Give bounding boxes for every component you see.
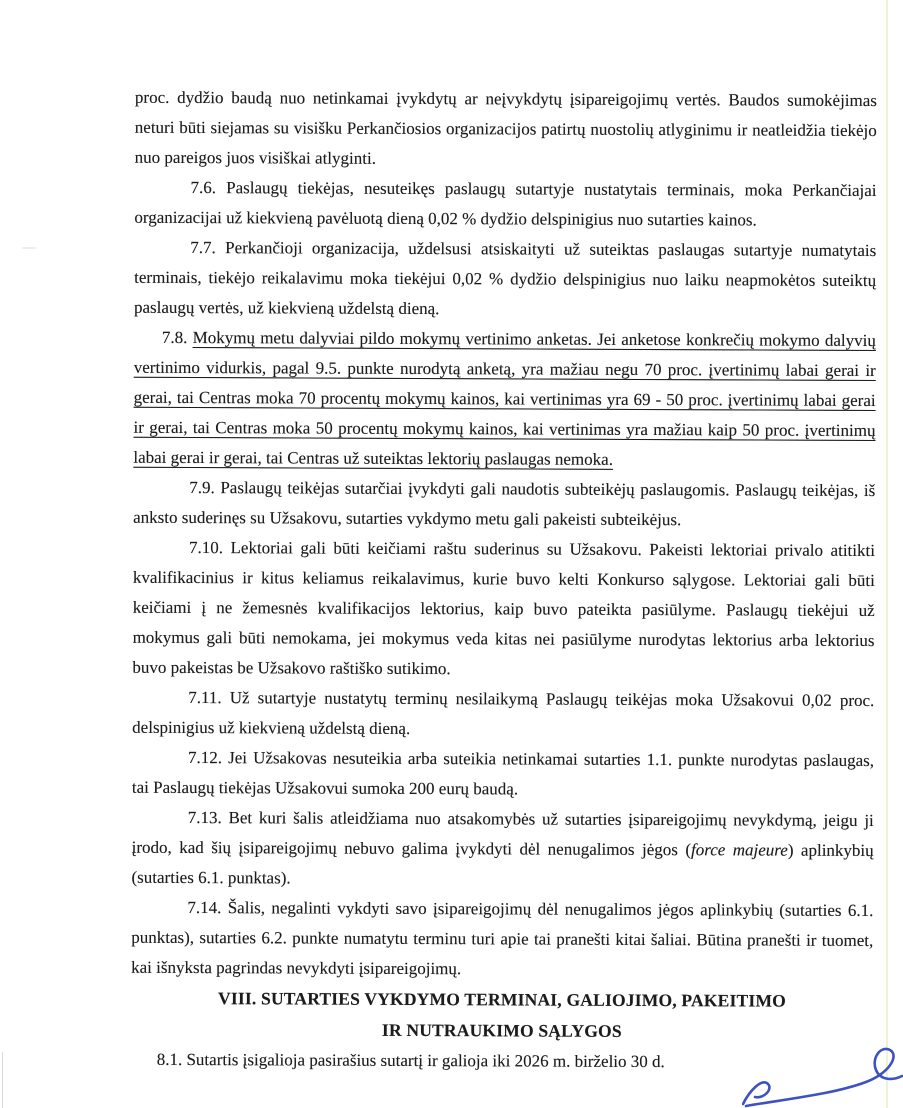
section-heading-line2: IR NUTRAUKIMO SĄLYGOS (381, 1019, 622, 1041)
paragraph-text: 7.13. Bet kuri šalis atleidžiama nuo atsakomybės už sutarties įsipareigojimų nevykdymą, jeigu ji įrodo, kad šių įsipareigojimų nebuvo galima įvykdyti dėl nenugalimos jėgos ( (131, 807, 874, 860)
paragraph (135, 83, 877, 176)
paragraph (132, 683, 874, 746)
paragraph-text: 7.9. Paslaugų teikėjas sutarčiai įvykdyti gali naudotis subteikėjų paslaugomis. Paslaugų teikėjas, iš anksto suderinęs su Užsakovu, sutarties vykdymo metu gali pakeisti subteikėjus. (133, 478, 876, 530)
paragraph (134, 173, 876, 236)
scan-artifact-left-line (2, 1052, 3, 1108)
paragraph-text: Mokymų metu dalyviai pildo mokymų vertinimo anketas. Jei anketose konkrečių mokymo dalyvių vertinimo vidurkis, pagal 9.5. punkte nurodytą anketą, yra mažiau negu 70 proc. įvertinimų labai gerai ir gerai, tai Centras moka 70 procentų mokymų kainos, kai vertinimas yra 69 - 50 proc. įvertinimų labai gerai ir gerai, tai Centras moka 50 procentų mokymų kainos, kai vertinimas yra mažiau kaip 50 proc. įvertinimų labai gerai ir gerai, tai Centras už suteiktas lektorių paslaugas nemoka. (133, 328, 876, 469)
paragraph-text: 7.11. Už sutartyje nustatytų terminų nesilaikymą Paslaugų teikėjas moka Užsakovui 0,02 proc. delspinigius už kiekvieną uždelstą dieną. (132, 688, 875, 738)
paragraph (131, 893, 873, 986)
signature-stroke-left (743, 1082, 769, 1104)
document-content (131, 83, 877, 1078)
paragraph-text: 7.6. Paslaugų tiekėjas, nesuteikęs paslaugų sutartyje nustatytais terminais, moka Perkančiajai organizacijai už kiekvieną pavėluotą dieną 0,02 % dydžio delspinigius nuo sutarties kainos. (134, 178, 877, 230)
handwritten-signature-icon (742, 1036, 903, 1108)
document-body (131, 83, 877, 986)
section-heading-line1: VIII. SUTARTIES VYKDYMO TERMINAI, GALIOJIMO, PAKEITIMO (217, 988, 787, 1011)
paragraph-text: 7.14. Šalis, negalinti vykdyti savo įsipareigojimų dėl nenugalimos jėgos aplinkybių (sutarties 6.1. punktas), sutarties 6.2. punkte numatytu terminu turi apie tai pranešti kitai šaliai. Būtina pranešti ir tuomet, kai išnyksta pagrindas nevykdyti įsipareigojimų. (131, 897, 874, 979)
paragraph-text: 7.8. (161, 327, 193, 348)
paragraph-text: 7.12. Jei Užsakovas nesuteikia arba suteikia netinkamai sutarties 1.1. punkte nurodytas paslaugas, tai Paslaugų tiekėjas Užsakovui sumoka 200 eurų baudą. (131, 748, 875, 799)
scan-artifact-speck (22, 247, 36, 249)
paragraph-text: 7.10. Lektoriai gali būti keičiami raštu suderinus su Užsakovu. Pakeisti lektoriai privalo atitikti kvalifikacinius ir kitus keliamus reikalavimus, kurie buvo kelti Konkurso sąlygose. Lektoriai gali būti keičiami į ne žemesnės kvalifikacijos lektorius, kaip buvo pateikta pasiūlyme. Paslaugų tiekėjui už mokymus gali būti nemokama, jei mokymus veda kitas nei pasiūlyme nurodytas lektorius arba lektorius buvo pakeistas be Užsakovo raštiško sutikimo. (132, 538, 876, 679)
closing-paragraph: 8.1. Sutartis įsigalioja pasirašius sutartį ir galioja iki 2026 m. birželio 30 d. (156, 1049, 665, 1072)
paragraph (133, 323, 876, 476)
paragraph (131, 803, 873, 896)
paragraph-text: ) aplinkybių (sutarties 6.1. punktas). (131, 840, 874, 888)
paragraph-text: proc. dydžio baudą nuo netinkamai įvykdytų ar neįvykdytų įsipareigojimų vertės. Baudos sumokėjimas neturi būti siejamas su visišku Perkančiosios organizacijos patirtų nuostolių atlyginimu ir neatleidžia tiekėjo nuo pareigos juos visiškai atlyginti. (134, 87, 877, 168)
paragraph (134, 233, 876, 326)
signature-stroke-main (746, 1049, 902, 1106)
scan-artifact-right-line (886, 0, 888, 1108)
paragraph (132, 743, 874, 806)
paragraph (133, 473, 875, 536)
paragraph (132, 533, 875, 686)
paragraph-text: force majeure (690, 840, 788, 860)
paragraph-text: 7.7. Perkančioji organizacija, uždelsusi atsiskaityti už suteiktas paslaugas sutartyje numatytais terminais, tiekėjo reikalavimu moka tiekėjui 0,02 % dydžio delspinigius nuo laiku neapmokėtos suteiktų paslaugų vertės, už kiekvieną uždelstą dieną. (133, 238, 877, 319)
